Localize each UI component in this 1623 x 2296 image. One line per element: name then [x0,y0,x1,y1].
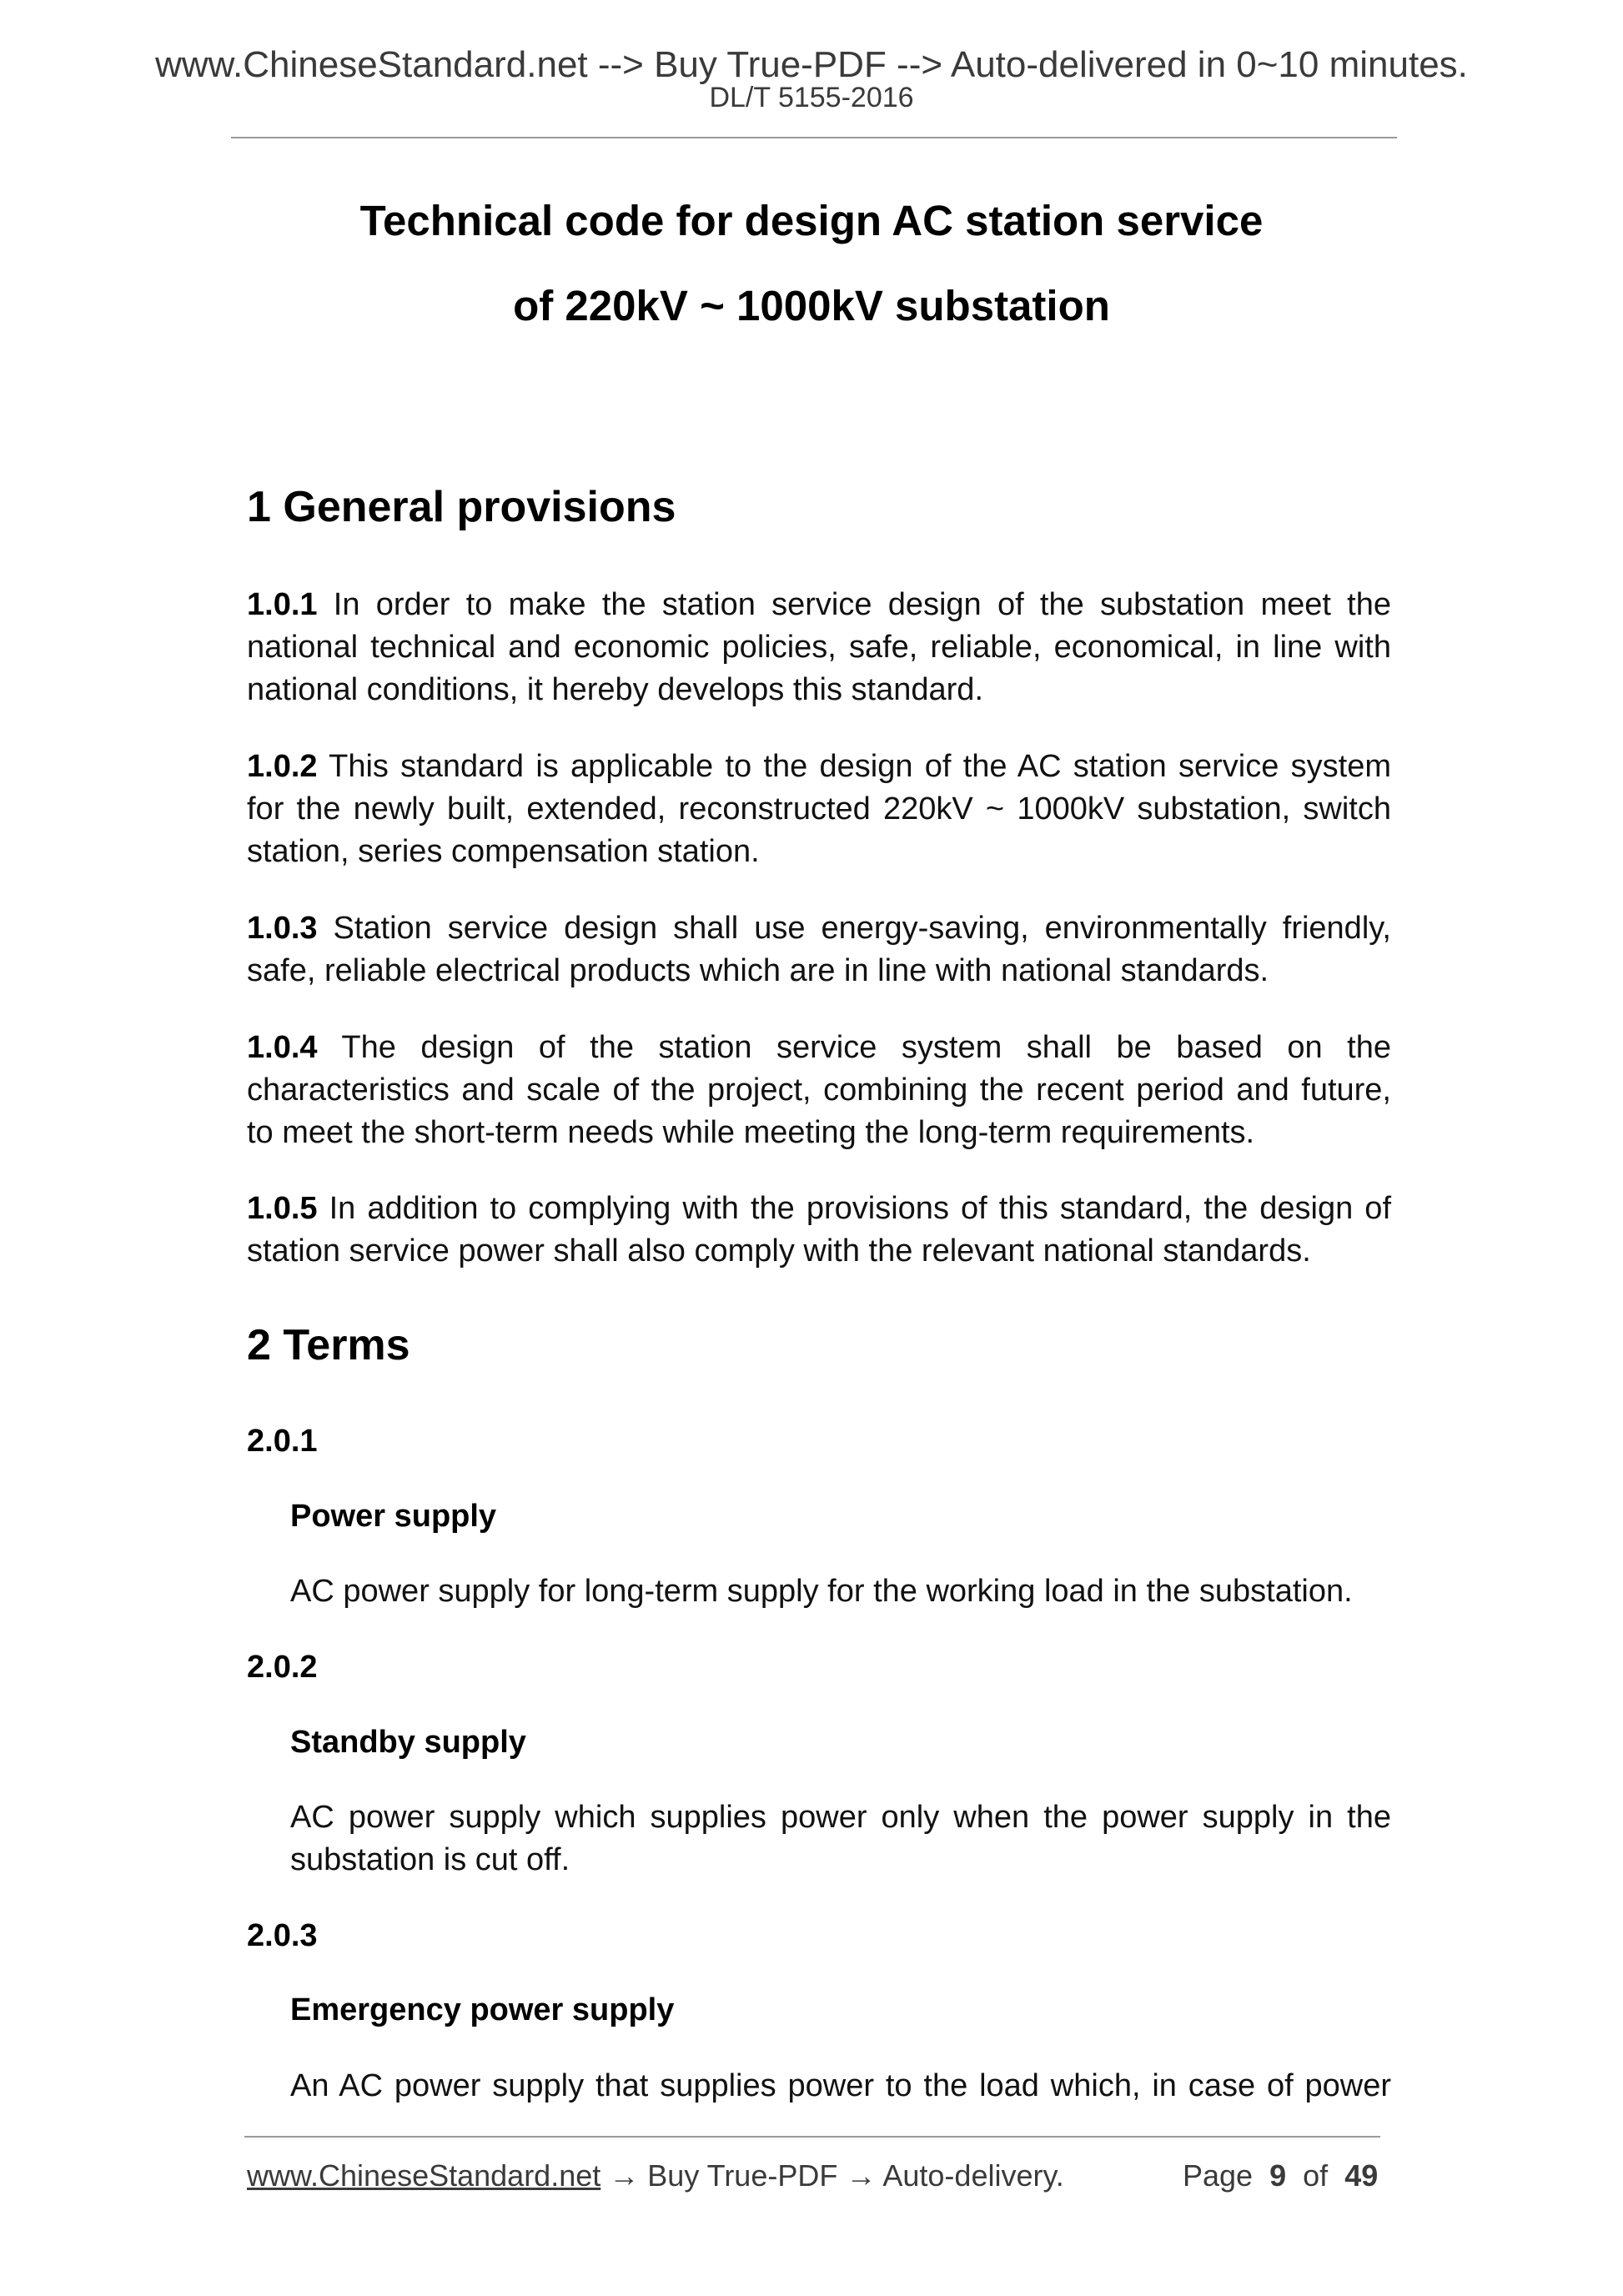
clause-text-line: national technical and economic policies, safe, reliable, economical, in line with [247,630,1391,665]
clause-text-line: for the newly built, extended, reconstructed 220kV ~ 1000kV substation, switch [247,791,1391,826]
clause-text-line: to meet the short-term needs while meeting the long-term requirements. [247,1115,1255,1150]
clause-1-0-2 [247,746,1391,873]
footer-delivery-text: Auto-delivery. [882,2158,1064,2193]
definition-line: substation is cut off. [290,1842,570,1877]
of-label: of [1303,2158,1329,2193]
clause-text-line: In addition to complying with the provisions of this standard, the design of [329,1191,1392,1226]
clause-1-0-4 [247,1027,1391,1154]
term-definition [290,2065,1391,2108]
definition-line: AC power supply for long-term supply for the working load in the substation. [290,1574,1353,1609]
definition-line: AC power supply which supplies power only when the power supply in the [290,1800,1391,1835]
clause-1-0-5 [247,1188,1391,1273]
clause-1-0-3 [247,907,1391,992]
term-number: 2.0.3 [247,1918,318,1953]
section-1-heading: 1 General provisions [247,483,676,531]
clause-text-line: station, series compensation station. [247,834,760,869]
section-2-heading: 2 Terms [247,1321,410,1369]
clause-text-line: In order to make the station service design of the substation meet the [333,587,1391,622]
clause-number: 1.0.5 [247,1191,318,1226]
footer-promo [247,2158,1064,2194]
arrow-icon: → [846,2158,877,2193]
term-name: Standby supply [290,1725,526,1760]
footer-divider [244,2136,1380,2138]
definition-line: An AC power supply that supplies power to the load which, in case of power [290,2068,1391,2103]
clause-text-line: station service power shall also comply with the relevant national standards. [247,1233,1311,1269]
clause-number: 1.0.3 [247,911,318,946]
document-title-line-1: Technical code for design AC station service [359,197,1264,244]
term-number: 2.0.2 [247,1650,318,1685]
term-definition [290,1796,1391,1882]
term-number: 2.0.1 [247,1424,318,1459]
header-banner: www.ChineseStandard.net --> Buy True-PDF --> Auto-delivered in 0~10 minutes. [155,44,1468,85]
term-definition [290,1570,1391,1613]
clause-number: 1.0.2 [247,749,318,784]
document-id: DL/T 5155-2016 [709,82,914,113]
clause-number: 1.0.4 [247,1030,318,1065]
page-indicator [1183,2158,1378,2194]
page-number: 9 [1269,2158,1287,2193]
clause-1-0-1 [247,584,1391,711]
clause-text-line: This standard is applicable to the design of the AC station service system [329,749,1391,784]
header-divider [231,137,1397,138]
term-name: Emergency power supply [290,1992,675,2027]
footer-buy-text: Buy True-PDF [647,2158,838,2193]
document-title-line-2: of 220kV ~ 1000kV substation [513,282,1110,329]
page-total: 49 [1344,2158,1379,2193]
arrow-icon: → [609,2158,640,2193]
clause-text-line: national conditions, it hereby develops this standard. [247,672,983,707]
footer-site-link[interactable]: www.ChineseStandard.net [247,2158,601,2193]
page-label: Page [1183,2158,1254,2193]
clause-text-line: safe, reliable electrical products which are in line with national standards. [247,953,1269,988]
clause-text-line: Station service design shall use energy-saving, environmentally friendly, [333,911,1391,946]
term-name: Power supply [290,1499,497,1534]
clause-text-line: The design of the station service system shall be based on the [341,1030,1391,1065]
clause-number: 1.0.1 [247,587,318,622]
clause-text-line: characteristics and scale of the project, combining the recent period and future, [247,1073,1391,1108]
